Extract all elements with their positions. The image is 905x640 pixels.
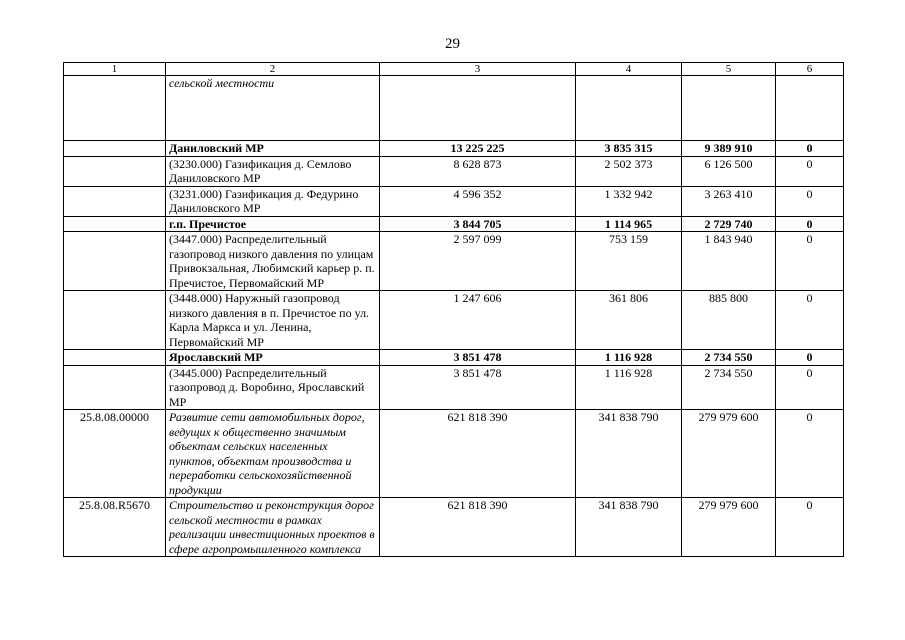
table-row: [64, 232, 844, 291]
table-row: [64, 498, 844, 557]
amount-cell-4: 1 332 942: [576, 186, 682, 216]
column-header: 6: [776, 63, 844, 76]
amount-cell-5: 9 389 910: [682, 141, 776, 157]
row-name-cell: (3231.000) Газификация д. Федурино Даниловского МР: [166, 186, 380, 216]
row-name-cell: (3447.000) Распределительный газопровод низкого давления по улицам Привокзальная, Любимский карьер р. п. Пречистое, Первомайский МР: [166, 232, 380, 291]
column-header: 4: [576, 63, 682, 76]
amount-cell-3: [380, 76, 576, 141]
amount-cell-4: 3 835 315: [576, 141, 682, 157]
amount-cell-6: 0: [776, 498, 844, 557]
amount-cell-4: 361 806: [576, 291, 682, 350]
row-code-cell: [64, 232, 166, 291]
amount-cell-3: 4 596 352: [380, 186, 576, 216]
amount-cell-5: [682, 76, 776, 141]
row-name-cell: Строительство и реконструкция дорог сельской местности в рамках реализации инвестиционных проектов в сфере агропромышленного комплекса: [166, 498, 380, 557]
row-code-cell: [64, 365, 166, 410]
column-header: 2: [166, 63, 380, 76]
amount-cell-4: 341 838 790: [576, 498, 682, 557]
row-code-cell: [64, 186, 166, 216]
budget-table: [63, 62, 844, 557]
amount-cell-3: 2 597 099: [380, 232, 576, 291]
amount-cell-4: 1 116 928: [576, 365, 682, 410]
amount-cell-6: 0: [776, 350, 844, 366]
table-row: [64, 76, 844, 141]
amount-cell-3: 3 844 705: [380, 216, 576, 232]
row-code-cell: [64, 291, 166, 350]
amount-cell-4: 341 838 790: [576, 410, 682, 498]
row-name-cell: Ярославский МР: [166, 350, 380, 366]
amount-cell-5: 1 843 940: [682, 232, 776, 291]
amount-cell-4: 1 114 965: [576, 216, 682, 232]
row-code-cell: [64, 141, 166, 157]
amount-cell-5: 2 734 550: [682, 365, 776, 410]
table-row: [64, 141, 844, 157]
amount-cell-5: 2 729 740: [682, 216, 776, 232]
row-name-cell: Даниловский МР: [166, 141, 380, 157]
amount-cell-3: 8 628 873: [380, 156, 576, 186]
amount-cell-6: 0: [776, 291, 844, 350]
amount-cell-6: 0: [776, 141, 844, 157]
amount-cell-5: 2 734 550: [682, 350, 776, 366]
amount-cell-6: 0: [776, 216, 844, 232]
amount-cell-6: 0: [776, 410, 844, 498]
table-row: [64, 410, 844, 498]
amount-cell-3: 3 851 478: [380, 350, 576, 366]
amount-cell-3: 3 851 478: [380, 365, 576, 410]
row-name-cell: (3448.000) Наружный газопровод низкого давления в п. Пречистое по ул. Карла Маркса и ул. Ленина, Первомайский МР: [166, 291, 380, 350]
table-row: [64, 216, 844, 232]
table-row: [64, 156, 844, 186]
row-code-cell: [64, 156, 166, 186]
amount-cell-4: 1 116 928: [576, 350, 682, 366]
column-header: 5: [682, 63, 776, 76]
table-row: [64, 291, 844, 350]
page-number: 29: [445, 36, 460, 52]
row-name-cell: (3445.000) Распределительный газопровод д. Воробино, Ярославский МР: [166, 365, 380, 410]
amount-cell-6: 0: [776, 365, 844, 410]
row-name-cell: г.п. Пречистое: [166, 216, 380, 232]
table-row: [64, 350, 844, 366]
amount-cell-6: 0: [776, 232, 844, 291]
amount-cell-3: 621 818 390: [380, 410, 576, 498]
row-code-cell: 25.8.08.R5670: [64, 498, 166, 557]
row-code-cell: [64, 216, 166, 232]
amount-cell-6: 0: [776, 186, 844, 216]
amount-cell-3: 621 818 390: [380, 498, 576, 557]
table-row: [64, 365, 844, 410]
amount-cell-4: 753 159: [576, 232, 682, 291]
row-name-cell: Развитие сети автомобильных дорог, ведущих к общественно значимым объектам сельских населенных пунктов, объектам производства и переработки сельскохозяйственной продукции: [166, 410, 380, 498]
amount-cell-3: 13 225 225: [380, 141, 576, 157]
column-header: 3: [380, 63, 576, 76]
amount-cell-6: [776, 76, 844, 141]
amount-cell-4: [576, 76, 682, 141]
amount-cell-6: 0: [776, 156, 844, 186]
table-row: [64, 186, 844, 216]
amount-cell-4: 2 502 373: [576, 156, 682, 186]
row-code-cell: 25.8.08.00000: [64, 410, 166, 498]
row-code-cell: [64, 350, 166, 366]
column-number-row: [64, 63, 844, 76]
row-code-cell: [64, 76, 166, 141]
row-name-cell: сельской местности: [166, 76, 380, 141]
amount-cell-3: 1 247 606: [380, 291, 576, 350]
amount-cell-5: 885 800: [682, 291, 776, 350]
amount-cell-5: 279 979 600: [682, 498, 776, 557]
amount-cell-5: 6 126 500: [682, 156, 776, 186]
row-name-cell: (3230.000) Газификация д. Семлово Даниловского МР: [166, 156, 380, 186]
amount-cell-5: 279 979 600: [682, 410, 776, 498]
column-header: 1: [64, 63, 166, 76]
amount-cell-5: 3 263 410: [682, 186, 776, 216]
